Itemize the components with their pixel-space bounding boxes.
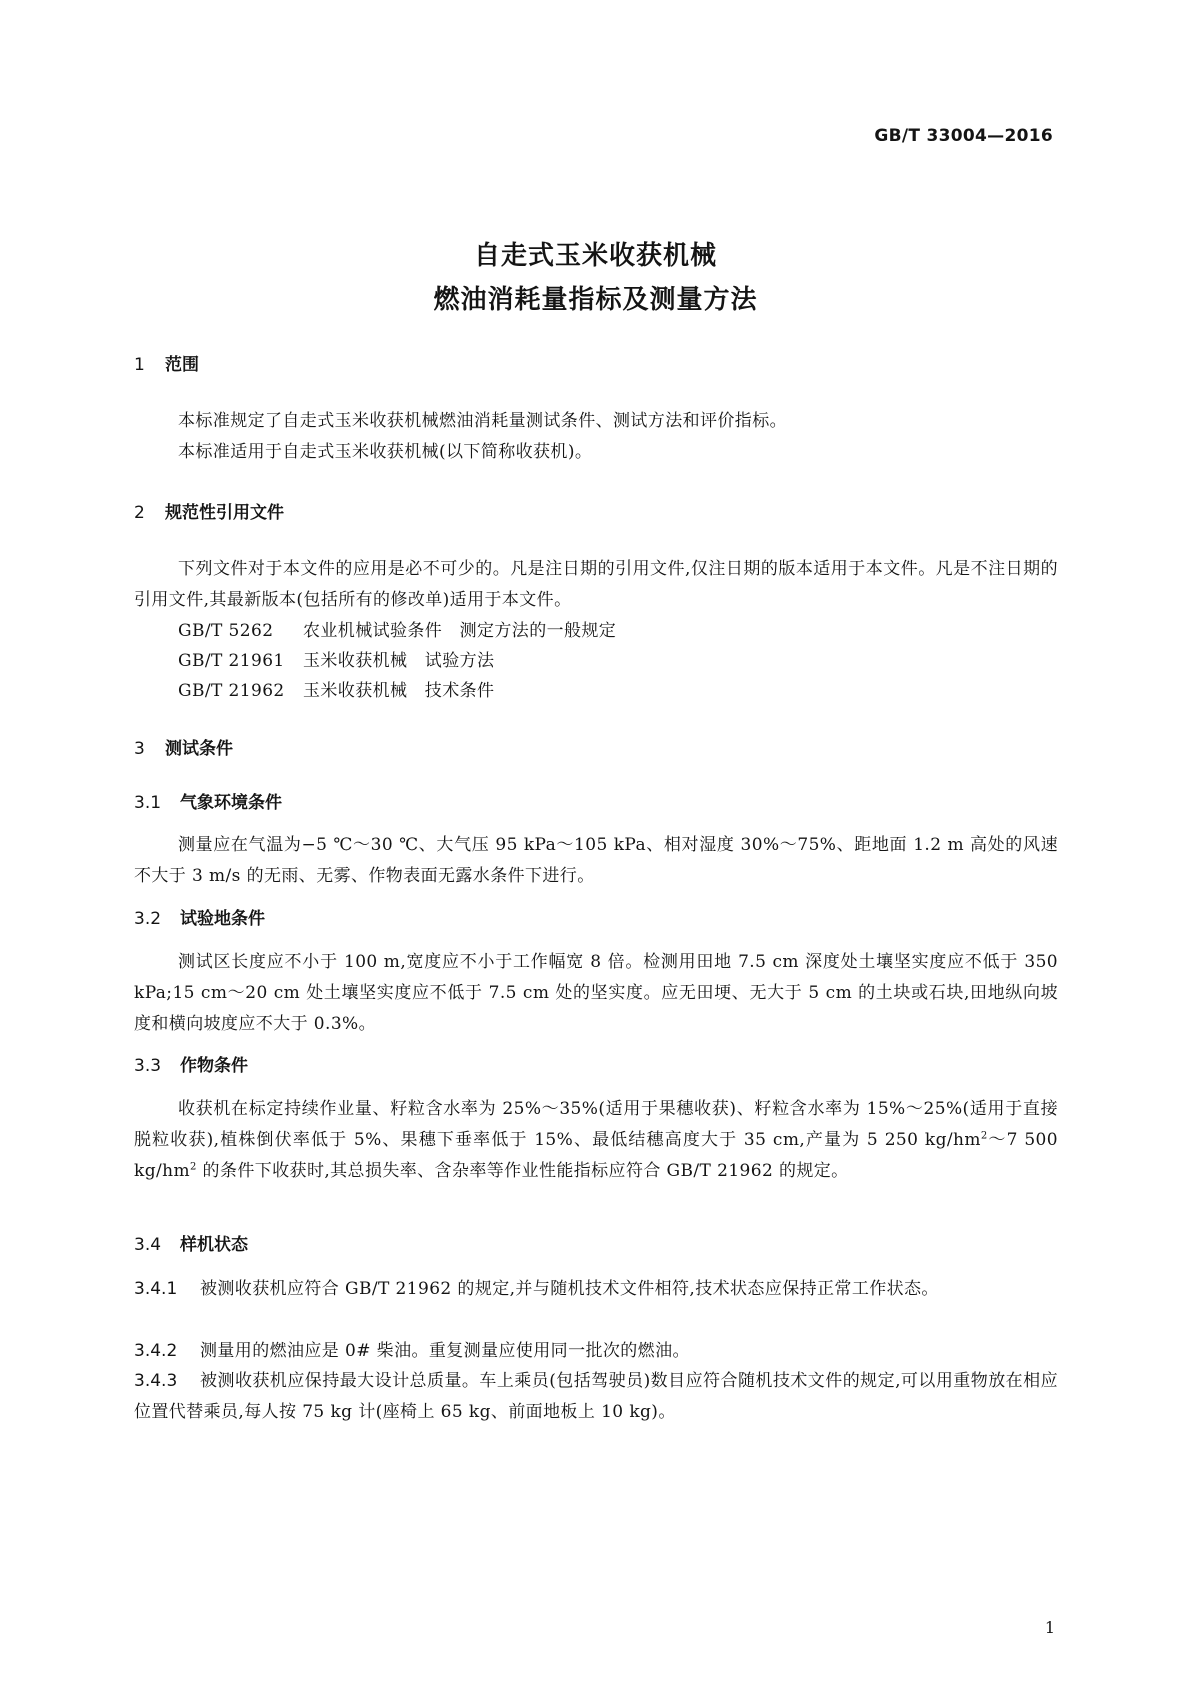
clause-item (134, 1336, 1058, 1367)
paragraph: 本标准适用于自走式玉米收获机械(以下简称收获机)。 (178, 442, 593, 462)
clause-number: 3.4.3 (134, 1371, 178, 1391)
text-run: ～7 500 kg/hm (134, 1130, 1058, 1181)
superscript: 2 (189, 1161, 197, 1173)
reference-code: GB/T 21961 (178, 651, 285, 671)
clause-text: 被测收获机应符合 GB/T 21962 的规定,并与随机技术文件相符,技术状态应保持正常工作状态。 (200, 1279, 939, 1299)
reference-title: 玉米收获机械 技术条件 (303, 681, 495, 701)
section-number: 1 (134, 355, 145, 375)
section-number: 3.4 (134, 1235, 162, 1255)
section-number: 3 (134, 739, 145, 759)
clause-item (134, 1366, 1058, 1428)
section-title: 作物条件 (180, 1056, 248, 1076)
clause-text: 被测收获机应保持最大设计总质量。车上乘员(包括驾驶员)数目应符合随机技术文件的规定,可以用重物放在相应位置代替乘员,每人按 75 kg 计(座椅上 65 kg、前面地板上 10 kg)。 (134, 1371, 1058, 1422)
clause-number: 3.4.1 (134, 1279, 178, 1299)
reference-item (178, 616, 616, 647)
clause-item (134, 1274, 1058, 1305)
section-title: 规范性引用文件 (165, 503, 284, 523)
reference-title: 玉米收获机械 试验方法 (303, 651, 495, 671)
section-3-1-heading (134, 792, 282, 814)
reference-code: GB/T 21962 (178, 681, 285, 701)
section-2-heading (134, 502, 284, 524)
reference-item (178, 646, 494, 677)
document-title-line-2: 燃油消耗量指标及测量方法 (433, 285, 758, 315)
clause-number: 3.4.2 (134, 1341, 178, 1361)
reference-title: 农业机械试验条件 测定方法的一般规定 (303, 621, 617, 641)
standard-code: GB/T 33004—2016 (874, 126, 1053, 146)
section-3-3-heading (134, 1055, 248, 1077)
superscript: 2 (980, 1130, 988, 1142)
section-number: 3.2 (134, 909, 162, 929)
section-3-heading (134, 738, 233, 760)
section-number: 3.1 (134, 793, 162, 813)
page-number: 1 (1044, 1618, 1055, 1637)
document-title-line-1: 自走式玉米收获机械 (473, 241, 717, 271)
paragraph: 下列文件对于本文件的应用是必不可少的。凡是注日期的引用文件,仅注日期的版本适用于本文件。凡是不注日期的引用文件,其最新版本(包括所有的修改单)适用于本文件。 (134, 559, 1058, 610)
section-number: 2 (134, 503, 145, 523)
section-title: 气象环境条件 (180, 793, 282, 813)
section-number: 3.3 (134, 1056, 162, 1076)
paragraph (134, 1094, 1058, 1187)
text-run: 的条件下收获时,其总损失率、含杂率等作业性能指标应符合 GB/T 21962 的规定。 (196, 1161, 849, 1181)
paragraph: 本标准规定了自走式玉米收获机械燃油消耗量测试条件、测试方法和评价指标。 (178, 411, 787, 431)
paragraph: 测量应在气温为−5 ℃～30 ℃、大气压 95 kPa～105 kPa、相对湿度 30%～75%、距地面 1.2 m 高处的风速不大于 3 m/s 的无雨、无雾、作物表面无露水条件下进行。 (134, 835, 1058, 886)
section-title: 样机状态 (180, 1235, 248, 1255)
section-1-heading (134, 354, 199, 376)
clause-text: 测量用的燃油应是 0# 柴油。重复测量应使用同一批次的燃油。 (200, 1341, 690, 1361)
paragraph: 测试区长度应不小于 100 m,宽度应不小于工作幅宽 8 倍。检测用田地 7.5 cm 深度处土壤坚实度应不低于 350 kPa;15 cm～20 cm 处土壤坚实度应不低于 7.5 cm 处的坚实度。应无田埂、无大于 5 cm 的土块或石块,田地纵向坡度和横向坡度应不大于 0.3%。 (134, 952, 1058, 1034)
section-title: 试验地条件 (180, 909, 265, 929)
section-title: 范围 (165, 355, 199, 375)
text-run: 收获机在标定持续作业量、籽粒含水率为 25%～35%(适用于果穗收获)、籽粒含水率为 15%～25%(适用于直接脱粒收获),植株倒伏率低于 5%、果穗下垂率低于 15%、最低结穗高度大于 35 cm,产量为 5 250 kg/hm (134, 1099, 1058, 1150)
reference-code: GB/T 5262 (178, 621, 274, 641)
section-3-4-heading (134, 1234, 248, 1256)
section-title: 测试条件 (165, 739, 233, 759)
reference-item (178, 676, 494, 707)
section-3-2-heading (134, 908, 265, 930)
